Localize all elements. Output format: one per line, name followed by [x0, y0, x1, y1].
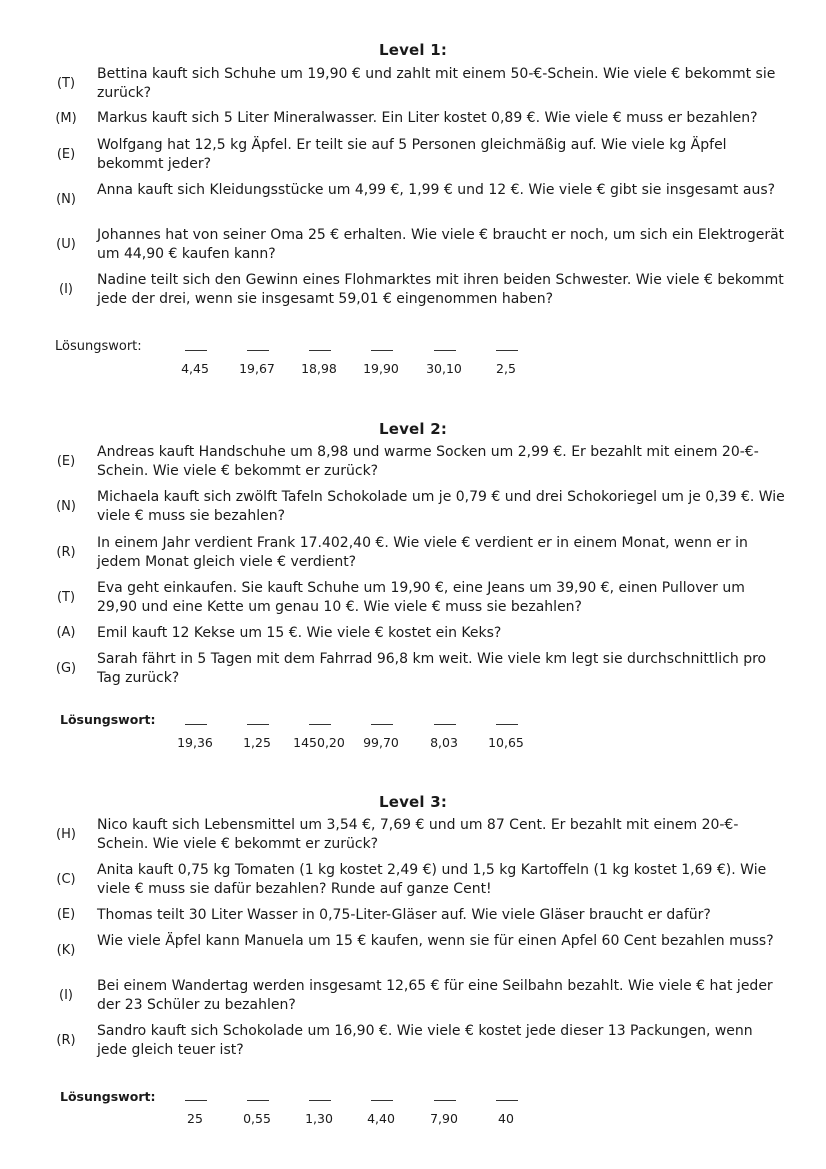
answer-option: 10,65 [488, 735, 524, 750]
task-text: Emil kauft 12 Kekse um 15 €. Wie viele € kostet ein Keks? [97, 625, 502, 641]
task-text: Michaela kauft sich zwölft Tafeln Schokolade um je 0,79 € und drei Schokoriegel um je 0,39 €. Wie viele € muss sie bezahlen? [97, 489, 785, 524]
answer-option: 1,30 [305, 1111, 333, 1126]
task-text: Anita kauft 0,75 kg Tomaten (1 kg kostet 2,49 €) und 1,5 kg Kartoffeln (1 kg kostet 1,69 €). Wie viele € muss sie dafür bezahlen? Runde auf ganze Cent! [97, 862, 767, 897]
task-text: Thomas teilt 30 Liter Wasser in 0,75-Liter-Gläser auf. Wie viele Gläser braucht er dafür? [97, 907, 711, 923]
answer-blank[interactable] [309, 724, 331, 725]
task-text: Nico kauft sich Lebensmittel um 3,54 €, 7,69 € und um 87 Cent. Er bezahlt mit einem 20-€-Schein. Wie viele € bekommt er zurück? [97, 817, 739, 852]
task-text: Markus kauft sich 5 Liter Mineralwasser. Ein Liter kostet 0,89 €. Wie viele € muss er bezahlen? [97, 110, 758, 126]
answer-blank[interactable] [309, 1100, 331, 1101]
answer-blank[interactable] [247, 724, 269, 725]
task-text: In einem Jahr verdient Frank 17.402,40 €. Wie viele € verdient er in einem Monat, wenn er in jedem Monat gleich viele € verdient? [97, 535, 748, 570]
task-letter: (U) [56, 237, 76, 252]
answer-option: 7,90 [430, 1111, 458, 1126]
answer-blank[interactable] [496, 724, 518, 725]
answer-blank[interactable] [371, 724, 393, 725]
task-text: Wie viele Äpfel kann Manuela um 15 € kaufen, wenn sie für einen Apfel 60 Cent bezahlen muss? [97, 933, 774, 949]
task-text: Bettina kauft sich Schuhe um 19,90 € und zahlt mit einem 50-€-Schein. Wie viele € bekommt sie zurück? [97, 66, 776, 101]
answer-option: 1450,20 [293, 735, 345, 750]
task-letter: (N) [56, 499, 76, 514]
level-2-title: Level 2: [378, 420, 448, 438]
task-letter: (M) [55, 111, 77, 126]
answer-option: 19,36 [177, 735, 213, 750]
task-letter: (I) [59, 988, 73, 1003]
answer-option: 2,5 [496, 361, 516, 376]
task-text: Johannes hat von seiner Oma 25 € erhalten. Wie viele € braucht er noch, um sich ein Elektrogerät um 44,90 € kaufen kann? [97, 227, 785, 262]
task-letter: (E) [56, 454, 76, 469]
answer-option: 4,45 [181, 361, 209, 376]
answer-option: 40 [498, 1111, 514, 1126]
task-text: Andreas kauft Handschuhe um 8,98 und warme Socken um 2,99 €. Er bezahlt mit einem 20-€-Schein. Wie viele € bekommt er zurück? [97, 444, 759, 479]
task-letter: (T) [56, 590, 76, 605]
task-letter: (E) [56, 907, 76, 922]
answer-option: 1,25 [243, 735, 271, 750]
task-letter: (K) [56, 943, 76, 958]
solution-word-label: Lösungswort: [55, 339, 142, 354]
task-text: Sandro kauft sich Schokolade um 16,90 €. Wie viele € kostet jede dieser 13 Packungen, wenn jede gleich teuer ist? [97, 1023, 753, 1058]
task-letter: (A) [56, 625, 76, 640]
task-letter: (T) [56, 76, 76, 91]
task-letter: (C) [56, 872, 76, 887]
answer-blank[interactable] [247, 1100, 269, 1101]
answer-option: 30,10 [426, 361, 462, 376]
task-text: Eva geht einkaufen. Sie kauft Schuhe um 19,90 €, eine Jeans um 39,90 €, einen Pullover um 29,90 und eine Kette um genau 10 €. Wie viele € muss sie bezahlen? [97, 580, 745, 615]
answer-blank[interactable] [434, 724, 456, 725]
answer-option: 18,98 [301, 361, 337, 376]
task-letter: (N) [56, 192, 76, 207]
answer-blank[interactable] [371, 350, 393, 351]
task-text: Wolfgang hat 12,5 kg Äpfel. Er teilt sie auf 5 Personen gleichmäßig auf. Wie viele kg Äpfel bekommt jeder? [97, 137, 727, 172]
level-1-title: Level 1: [378, 41, 448, 59]
answer-option: 19,67 [239, 361, 275, 376]
answer-blank[interactable] [496, 1100, 518, 1101]
answer-option: 19,90 [363, 361, 399, 376]
task-letter: (R) [56, 1033, 76, 1048]
answer-blank[interactable] [185, 1100, 207, 1101]
task-text: Nadine teilt sich den Gewinn eines Flohmarktes mit ihren beiden Schwester. Wie viele € bekommt jede der drei, wenn sie insgesamt 59,01 € eingenommen haben? [97, 272, 784, 307]
answer-blank[interactable] [247, 350, 269, 351]
task-letter: (G) [55, 661, 77, 676]
answer-blank[interactable] [185, 724, 207, 725]
solution-word-label: Lösungswort: [60, 1089, 156, 1104]
task-text: Anna kauft sich Kleidungsstücke um 4,99 €, 1,99 € und 12 €. Wie viele € gibt sie insgesamt aus? [97, 182, 776, 198]
level-3-title: Level 3: [378, 793, 448, 811]
task-letter: (R) [56, 545, 76, 560]
answer-option: 4,40 [367, 1111, 395, 1126]
answer-option: 25 [187, 1111, 203, 1126]
task-letter: (E) [56, 147, 76, 162]
answer-option: 8,03 [430, 735, 458, 750]
answer-blank[interactable] [434, 350, 456, 351]
answer-option: 0,55 [243, 1111, 271, 1126]
task-letter: (H) [56, 827, 76, 842]
answer-blank[interactable] [496, 350, 518, 351]
answer-blank[interactable] [371, 1100, 393, 1101]
task-text: Sarah fährt in 5 Tagen mit dem Fahrrad 96,8 km weit. Wie viele km legt sie durchschnittlich pro Tag zurück? [97, 651, 767, 686]
answer-blank[interactable] [309, 350, 331, 351]
answer-blank[interactable] [434, 1100, 456, 1101]
task-text: Bei einem Wandertag werden insgesamt 12,65 € für eine Seilbahn bezahlt. Wie viele € hat jeder der 23 Schüler zu bezahlen? [97, 978, 773, 1013]
answer-blank[interactable] [185, 350, 207, 351]
answer-option: 99,70 [363, 735, 399, 750]
solution-word-label: Lösungswort: [60, 712, 156, 727]
task-letter: (I) [59, 282, 73, 297]
